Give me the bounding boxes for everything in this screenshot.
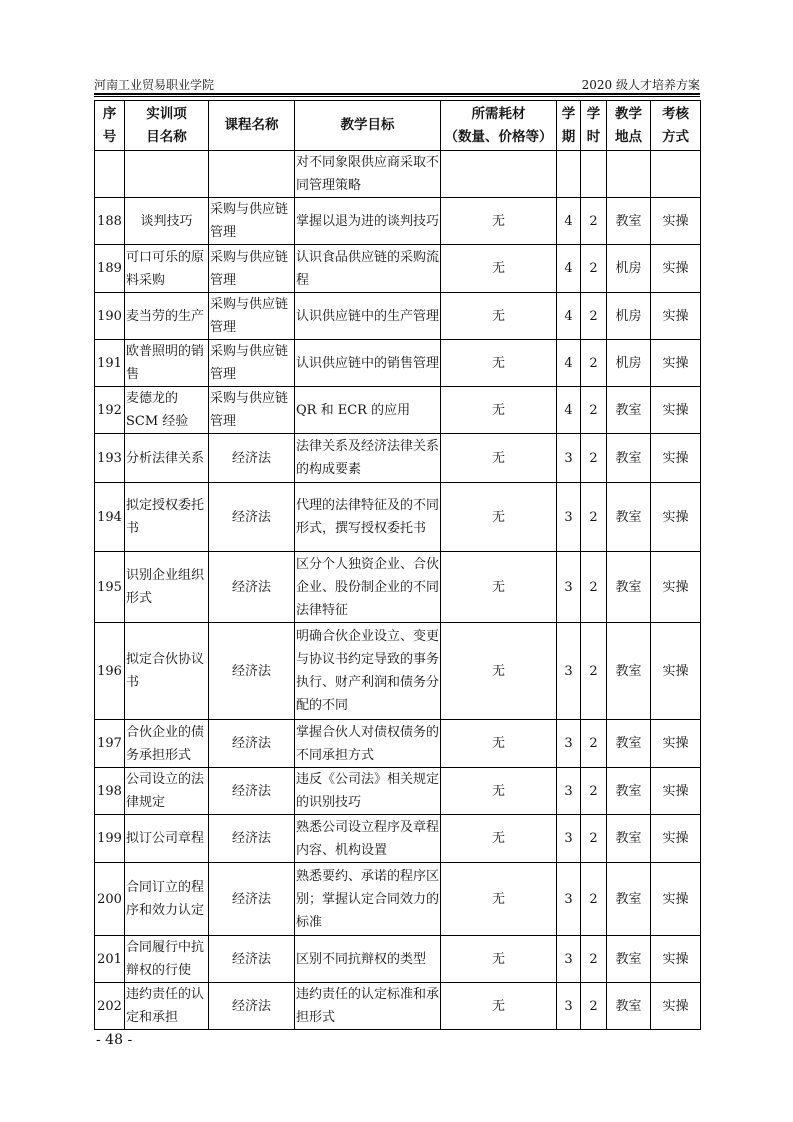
cell-goal: 违约责任的认定标准和承担形式 <box>295 983 441 1030</box>
cell-no: 189 <box>95 245 125 293</box>
column-header-line: 号 <box>102 128 117 145</box>
cell-material: 无 <box>441 815 557 863</box>
cell-name: 合同订立的程序和效力认定 <box>125 863 209 936</box>
table-row <box>95 983 701 1030</box>
cell-name: 麦当劳的生产 <box>125 293 209 340</box>
cell-hours: 2 <box>581 863 607 936</box>
cell-assess: 实操 <box>651 863 701 936</box>
cell-term: 4 <box>557 245 581 293</box>
cell-place: 教室 <box>607 815 651 863</box>
cell-material: 无 <box>441 340 557 387</box>
header-rule <box>94 93 700 97</box>
cell-assess: 实操 <box>651 340 701 387</box>
training-table <box>94 100 701 1030</box>
cell-course: 经济法 <box>209 815 295 863</box>
cell-material: 无 <box>441 863 557 936</box>
cell-goal: 区别不同抗辩权的类型 <box>295 936 441 983</box>
cell-no: 200 <box>95 863 125 936</box>
cell-course: 采购与供应链管理 <box>209 245 295 293</box>
cell-course: 经济法 <box>209 936 295 983</box>
column-header-text: 教学地点 <box>614 105 642 145</box>
cell-no: 190 <box>95 293 125 340</box>
cell-goal: 区分个人独资企业、合伙企业、股份制企业的不同法律特征 <box>295 552 441 623</box>
cell-assess: 实操 <box>651 936 701 983</box>
cell-name: 拟订公司章程 <box>125 815 209 863</box>
cell-hours: 2 <box>581 245 607 293</box>
column-header <box>441 101 557 151</box>
column-header-line: 教学目标 <box>340 117 395 133</box>
cell-term: 3 <box>557 434 581 483</box>
column-header-line: 课程名称 <box>224 117 279 133</box>
cell-place: 教室 <box>607 863 651 936</box>
cell-course: 采购与供应链管理 <box>209 198 295 245</box>
cell-no: 201 <box>95 936 125 983</box>
cell-no: 191 <box>95 340 125 387</box>
cell-no: 196 <box>95 623 125 720</box>
table-row <box>95 720 701 768</box>
column-header-line: 所需耗材 <box>471 105 526 122</box>
cell-assess: 实操 <box>651 387 701 434</box>
cell-hours: 2 <box>581 623 607 720</box>
cell-course: 经济法 <box>209 434 295 483</box>
header-plan: 2020 级人才培养方案 <box>581 78 700 92</box>
cell-hours: 2 <box>581 815 607 863</box>
cell-no: 202 <box>95 983 125 1030</box>
cell-name: 公司设立的法律规定 <box>125 768 209 815</box>
column-header <box>125 101 209 151</box>
column-header-line: 时 <box>586 128 601 145</box>
cell-hours: 2 <box>581 768 607 815</box>
cell-term: 4 <box>557 340 581 387</box>
column-header-line: 学 <box>561 105 576 122</box>
cell-name: 麦德龙的 SCM 经验 <box>125 387 209 434</box>
cell-term: 3 <box>557 552 581 623</box>
cell-term: 3 <box>557 936 581 983</box>
cell-place: 教室 <box>607 720 651 768</box>
cell-course: 经济法 <box>209 483 295 552</box>
cell-hours: 2 <box>581 720 607 768</box>
cell-no: 194 <box>95 483 125 552</box>
column-header <box>607 101 651 151</box>
cell-term: 4 <box>557 198 581 245</box>
cell-name: 拟定授权委托书 <box>125 483 209 552</box>
table-row <box>95 434 701 483</box>
column-header <box>295 101 441 151</box>
cell-assess: 实操 <box>651 293 701 340</box>
cell-goal: 违反《公司法》相关规定的识别技巧 <box>295 768 441 815</box>
cell-no: 192 <box>95 387 125 434</box>
cell-no: 197 <box>95 720 125 768</box>
header-school: 河南工业贸易职业学院 <box>94 78 215 92</box>
table-row <box>95 340 701 387</box>
column-header <box>95 101 125 151</box>
cell-term <box>557 151 581 198</box>
page-number: - 48 - <box>96 1032 133 1048</box>
cell-place <box>607 151 651 198</box>
column-header-line: 序 <box>102 105 117 122</box>
cell-term: 3 <box>557 815 581 863</box>
cell-assess <box>651 151 701 198</box>
cell-no: 199 <box>95 815 125 863</box>
cell-assess: 实操 <box>651 483 701 552</box>
cell-goal: 熟悉要约、承诺的程序区别；掌握认定合同效力的标准 <box>295 863 441 936</box>
cell-term: 3 <box>557 720 581 768</box>
cell-hours: 2 <box>581 483 607 552</box>
column-header <box>209 101 295 151</box>
cell-term: 3 <box>557 623 581 720</box>
cell-name: 拟定合伙协议书 <box>125 623 209 720</box>
cell-material: 无 <box>441 768 557 815</box>
table-row <box>95 936 701 983</box>
cell-course: 经济法 <box>209 552 295 623</box>
cell-place: 教室 <box>607 483 651 552</box>
cell-name: 合同履行中抗辩权的行使 <box>125 936 209 983</box>
cell-material: 无 <box>441 552 557 623</box>
cell-course: 经济法 <box>209 983 295 1030</box>
cell-goal: 法律关系及经济法律关系的构成要素 <box>295 434 441 483</box>
cell-name: 合伙企业的债务承担形式 <box>125 720 209 768</box>
cell-hours: 2 <box>581 293 607 340</box>
cell-assess: 实操 <box>651 768 701 815</box>
cell-material: 无 <box>441 198 557 245</box>
cell-name: 识别企业组织形式 <box>125 552 209 623</box>
cell-material: 无 <box>441 623 557 720</box>
cell-hours: 2 <box>581 387 607 434</box>
cell-material: 无 <box>441 720 557 768</box>
cell-place: 教室 <box>607 623 651 720</box>
cell-term: 3 <box>557 983 581 1030</box>
cell-goal: QR 和 ECR 的应用 <box>295 387 441 434</box>
column-header-line: 目名称 <box>146 128 187 145</box>
cell-goal: 认识供应链中的销售管理 <box>295 340 441 387</box>
cell-place: 教室 <box>607 434 651 483</box>
cell-place: 机房 <box>607 340 651 387</box>
cell-name: 欧普照明的销售 <box>125 340 209 387</box>
cell-name: 违约责任的认定和承担 <box>125 983 209 1030</box>
cell-course: 采购与供应链管理 <box>209 340 295 387</box>
cell-name: 谈判技巧 <box>125 198 209 245</box>
cell-hours: 2 <box>581 552 607 623</box>
cell-place: 教室 <box>607 387 651 434</box>
cell-place: 教室 <box>607 936 651 983</box>
cell-goal: 掌握合伙人对债权债务的不同承担方式 <box>295 720 441 768</box>
table-row <box>95 768 701 815</box>
table-row <box>95 863 701 936</box>
cell-place: 教室 <box>607 768 651 815</box>
cell-material <box>441 151 557 198</box>
cell-no: 195 <box>95 552 125 623</box>
cell-hours: 2 <box>581 434 607 483</box>
column-header-line: 学 <box>586 105 601 122</box>
cell-course: 采购与供应链管理 <box>209 293 295 340</box>
cell-place: 机房 <box>607 245 651 293</box>
cell-hours: 2 <box>581 340 607 387</box>
cell-material: 无 <box>441 483 557 552</box>
cell-course <box>209 151 295 198</box>
cell-term: 3 <box>557 768 581 815</box>
cell-material: 无 <box>441 983 557 1030</box>
cell-assess: 实操 <box>651 623 701 720</box>
column-header-line: （数量、价格等） <box>444 128 553 145</box>
cell-course: 经济法 <box>209 623 295 720</box>
cell-term: 4 <box>557 387 581 434</box>
column-header <box>557 101 581 151</box>
cell-assess: 实操 <box>651 245 701 293</box>
table-row <box>95 552 701 623</box>
table-row <box>95 293 701 340</box>
cell-term: 3 <box>557 863 581 936</box>
column-header-line: 实训项 <box>146 105 187 122</box>
cell-material: 无 <box>441 293 557 340</box>
cell-name: 分析法律关系 <box>125 434 209 483</box>
column-header-line: 期 <box>561 128 576 145</box>
cell-term: 4 <box>557 293 581 340</box>
column-header-text: 考核方式 <box>661 105 689 145</box>
cell-term: 3 <box>557 483 581 552</box>
cell-material: 无 <box>441 245 557 293</box>
cell-place: 教室 <box>607 552 651 623</box>
cell-assess: 实操 <box>651 720 701 768</box>
cell-goal: 代理的法律特征及的不同形式，撰写授权委托书 <box>295 483 441 552</box>
table-row <box>95 151 701 198</box>
table-row <box>95 623 701 720</box>
cell-goal: 明确合伙企业设立、变更与协议书约定导致的事务执行、财产利润和债务分配的不同 <box>295 623 441 720</box>
cell-assess: 实操 <box>651 552 701 623</box>
cell-hours: 2 <box>581 198 607 245</box>
cell-material: 无 <box>441 434 557 483</box>
table-row <box>95 815 701 863</box>
cell-hours <box>581 151 607 198</box>
cell-goal: 熟悉公司设立程序及章程内容、机构设置 <box>295 815 441 863</box>
cell-course: 经济法 <box>209 768 295 815</box>
cell-assess: 实操 <box>651 434 701 483</box>
cell-no <box>95 151 125 198</box>
table-row <box>95 198 701 245</box>
cell-material: 无 <box>441 936 557 983</box>
cell-goal: 对不同象限供应商采取不同管理策略 <box>295 151 441 198</box>
cell-course: 经济法 <box>209 863 295 936</box>
cell-assess: 实操 <box>651 198 701 245</box>
table-row <box>95 483 701 552</box>
cell-hours: 2 <box>581 936 607 983</box>
column-header <box>651 101 701 151</box>
cell-place: 教室 <box>607 198 651 245</box>
cell-place: 教室 <box>607 983 651 1030</box>
cell-goal: 掌握以退为进的谈判技巧 <box>295 198 441 245</box>
cell-place: 机房 <box>607 293 651 340</box>
column-header <box>581 101 607 151</box>
cell-assess: 实操 <box>651 815 701 863</box>
cell-course: 经济法 <box>209 720 295 768</box>
cell-course: 采购与供应链管理 <box>209 387 295 434</box>
table-header-row <box>95 101 701 151</box>
cell-material: 无 <box>441 387 557 434</box>
cell-hours: 2 <box>581 983 607 1030</box>
cell-no: 188 <box>95 198 125 245</box>
cell-no: 198 <box>95 768 125 815</box>
table-row <box>95 387 701 434</box>
table-row <box>95 245 701 293</box>
cell-assess: 实操 <box>651 983 701 1030</box>
cell-name <box>125 151 209 198</box>
cell-name: 可口可乐的原料采购 <box>125 245 209 293</box>
cell-goal: 认识供应链中的生产管理 <box>295 293 441 340</box>
cell-goal: 认识食品供应链的采购流程 <box>295 245 441 293</box>
cell-no: 193 <box>95 434 125 483</box>
